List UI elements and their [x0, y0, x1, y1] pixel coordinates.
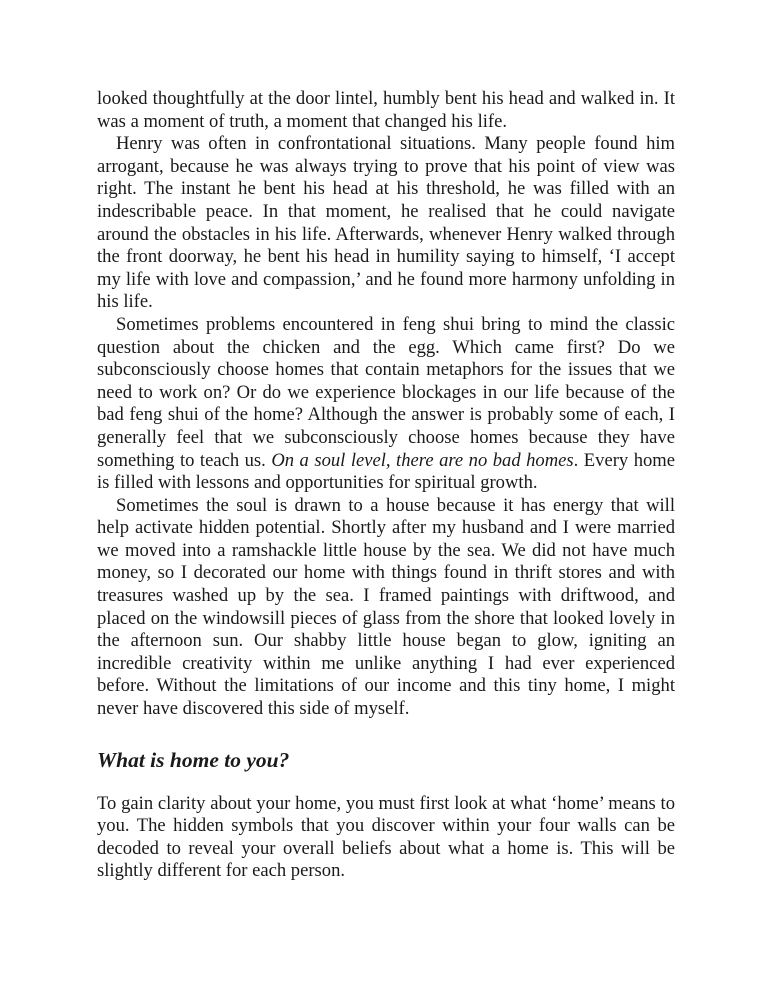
section-heading: What is home to you?	[97, 747, 290, 772]
paragraph-chicken-egg-italic: On a soul level, there are no bad homes	[271, 449, 574, 471]
paragraph-home-meaning: To gain clarity about your home, you must first look at what ‘home’ means to you. The hidden symbols that you discover within your four walls can be decoded to reveal your overall beliefs about what a home is. This will be slightly different for each person.	[97, 792, 675, 882]
page-body	[97, 88, 675, 883]
paragraph-continuation: looked thoughtfully at the door lintel, humbly bent his head and walked in. It was a moment of truth, a moment that changed his life.	[97, 88, 675, 132]
paragraph-chicken-egg	[97, 314, 675, 495]
paragraph-chicken-egg-end: . Every home is filled with lessons and opportunities for spiritual growth.	[97, 449, 675, 494]
paragraph-chicken-egg-text: Sometimes problems encountered in feng shui bring to mind the classic question about the chicken and the egg. Which came first? Do we subconsciously choose homes that contain metaphors for the issues that we need to work on? Or do we experience blockages in our life because of the bad feng shui of the home? Although the answer is probably some of each, I generally feel that we subconsciously choose homes because they have something to teach us.	[97, 313, 675, 471]
paragraph-house-by-sea: Sometimes the soul is drawn to a house because it has energy that will help activate hidden potential. Shortly after my husband and I were married we moved into a ramshackle little house by the sea. We did not have much money, so I decorated our home with things found in thrift stores and with treasures washed up by the sea. I framed paintings with driftwood, and placed on the windowsill pieces of glass from the shore that looked lovely in the afternoon sun. Our shabby little house began to glow, igniting an incredible creativity within me unlike anything I had ever experienced before. Without the limitations of our income and this tiny home, I might never have discovered this side of myself.	[97, 494, 675, 720]
paragraph-henry: Henry was often in confrontational situations. Many people found him arrogant, because he was always trying to prove that his point of view was right. The instant he bent his head at his threshold, he was filled with an indescribable peace. In that moment, he realised that he could navigate around the obstacles in his life. Afterwards, whenever Henry walked through the front doorway, he bent his head in humility saying to himself, ‘I accept my life with love and compassion,’ and he found more harmony unfolding in his life.	[97, 133, 675, 313]
